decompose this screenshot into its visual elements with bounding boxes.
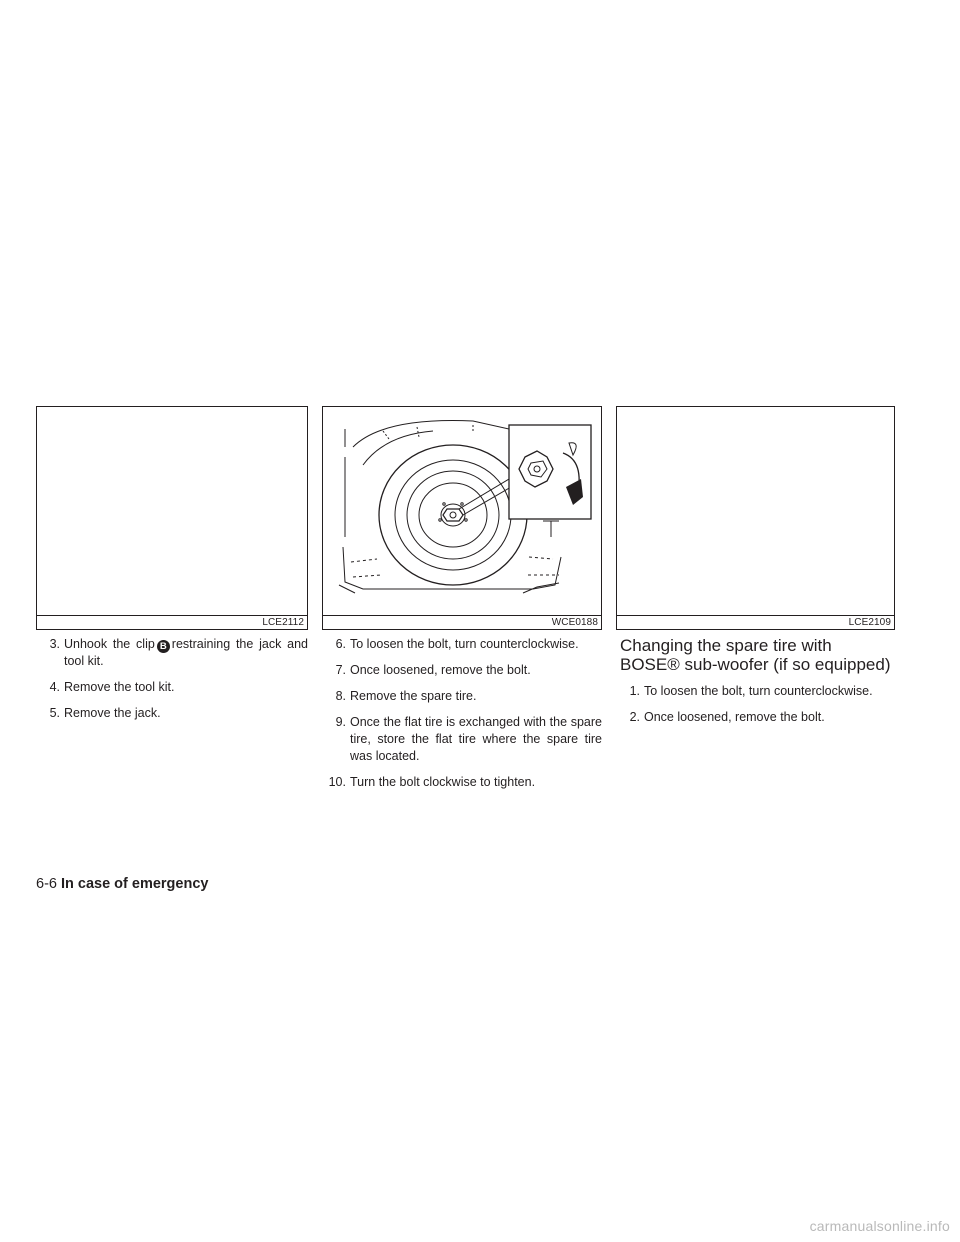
section-title: Changing the spare tire with BOSE® sub-woofer (if so equipped) [620,636,891,674]
step-text [64,636,308,670]
step-text: Once loosened, remove the bolt. [350,663,531,677]
step-number: 8. [335,689,346,703]
figure-subwoofer [616,406,895,630]
column-1 [40,636,308,731]
step-number: 4. [49,680,60,694]
figure-code: LCE2109 [848,617,891,628]
page-number: 6-6 [36,876,57,892]
figure-spare-tire [322,406,602,630]
step-text: Remove the tool kit. [64,680,175,694]
figure-code: WCE0188 [551,617,598,628]
step-item [40,679,308,696]
step-number: 9. [335,715,346,729]
step-item [620,709,896,726]
figure-caption-rule [323,615,601,616]
step-text: Remove the jack. [64,706,161,720]
column-2 [326,636,602,800]
spare-tire-illustration [323,407,601,615]
step-item [326,636,602,653]
step-text: Once the flat tire is exchanged with the spare tire, store the flat tire where the spare tire was located. [350,715,602,763]
steps-list [40,636,308,722]
step-text-before: Unhook the clip [64,637,155,651]
step-item [326,774,602,791]
steps-list [326,636,602,791]
figure-caption-rule [617,615,894,616]
step-item [326,714,602,765]
step-number: 10. [328,775,346,789]
step-number: 6. [335,637,346,651]
step-text: Once loosened, remove the bolt. [644,710,825,724]
clip-b-marker-icon: B [157,640,170,653]
footer-section-title: In case of emergency [60,876,209,892]
step-item [620,683,896,700]
column-3 [620,636,896,735]
step-number: 7. [335,663,346,677]
step-text: To loosen the bolt, turn counterclockwise. [644,684,873,698]
step-number: 5. [49,706,60,720]
watermark: carmanualsonline.info [809,1218,950,1234]
steps-list [620,683,896,726]
step-number: 3. [49,637,60,651]
step-text: Turn the bolt clockwise to tighten. [350,775,536,789]
step-item [326,662,602,679]
step-number: 2. [629,710,640,724]
page-footer [36,876,208,892]
step-item [326,688,602,705]
step-item [40,705,308,722]
step-number: 1. [629,684,640,698]
figure-caption-rule [37,615,307,616]
figure-jack-clip [36,406,308,630]
step-item [40,636,308,670]
step-text: Remove the spare tire. [350,689,477,703]
step-text: To loosen the bolt, turn counterclockwise. [350,637,579,651]
figure-code: LCE2112 [262,617,304,628]
step-text-after: restraining the jack and tool kit. [64,637,308,668]
